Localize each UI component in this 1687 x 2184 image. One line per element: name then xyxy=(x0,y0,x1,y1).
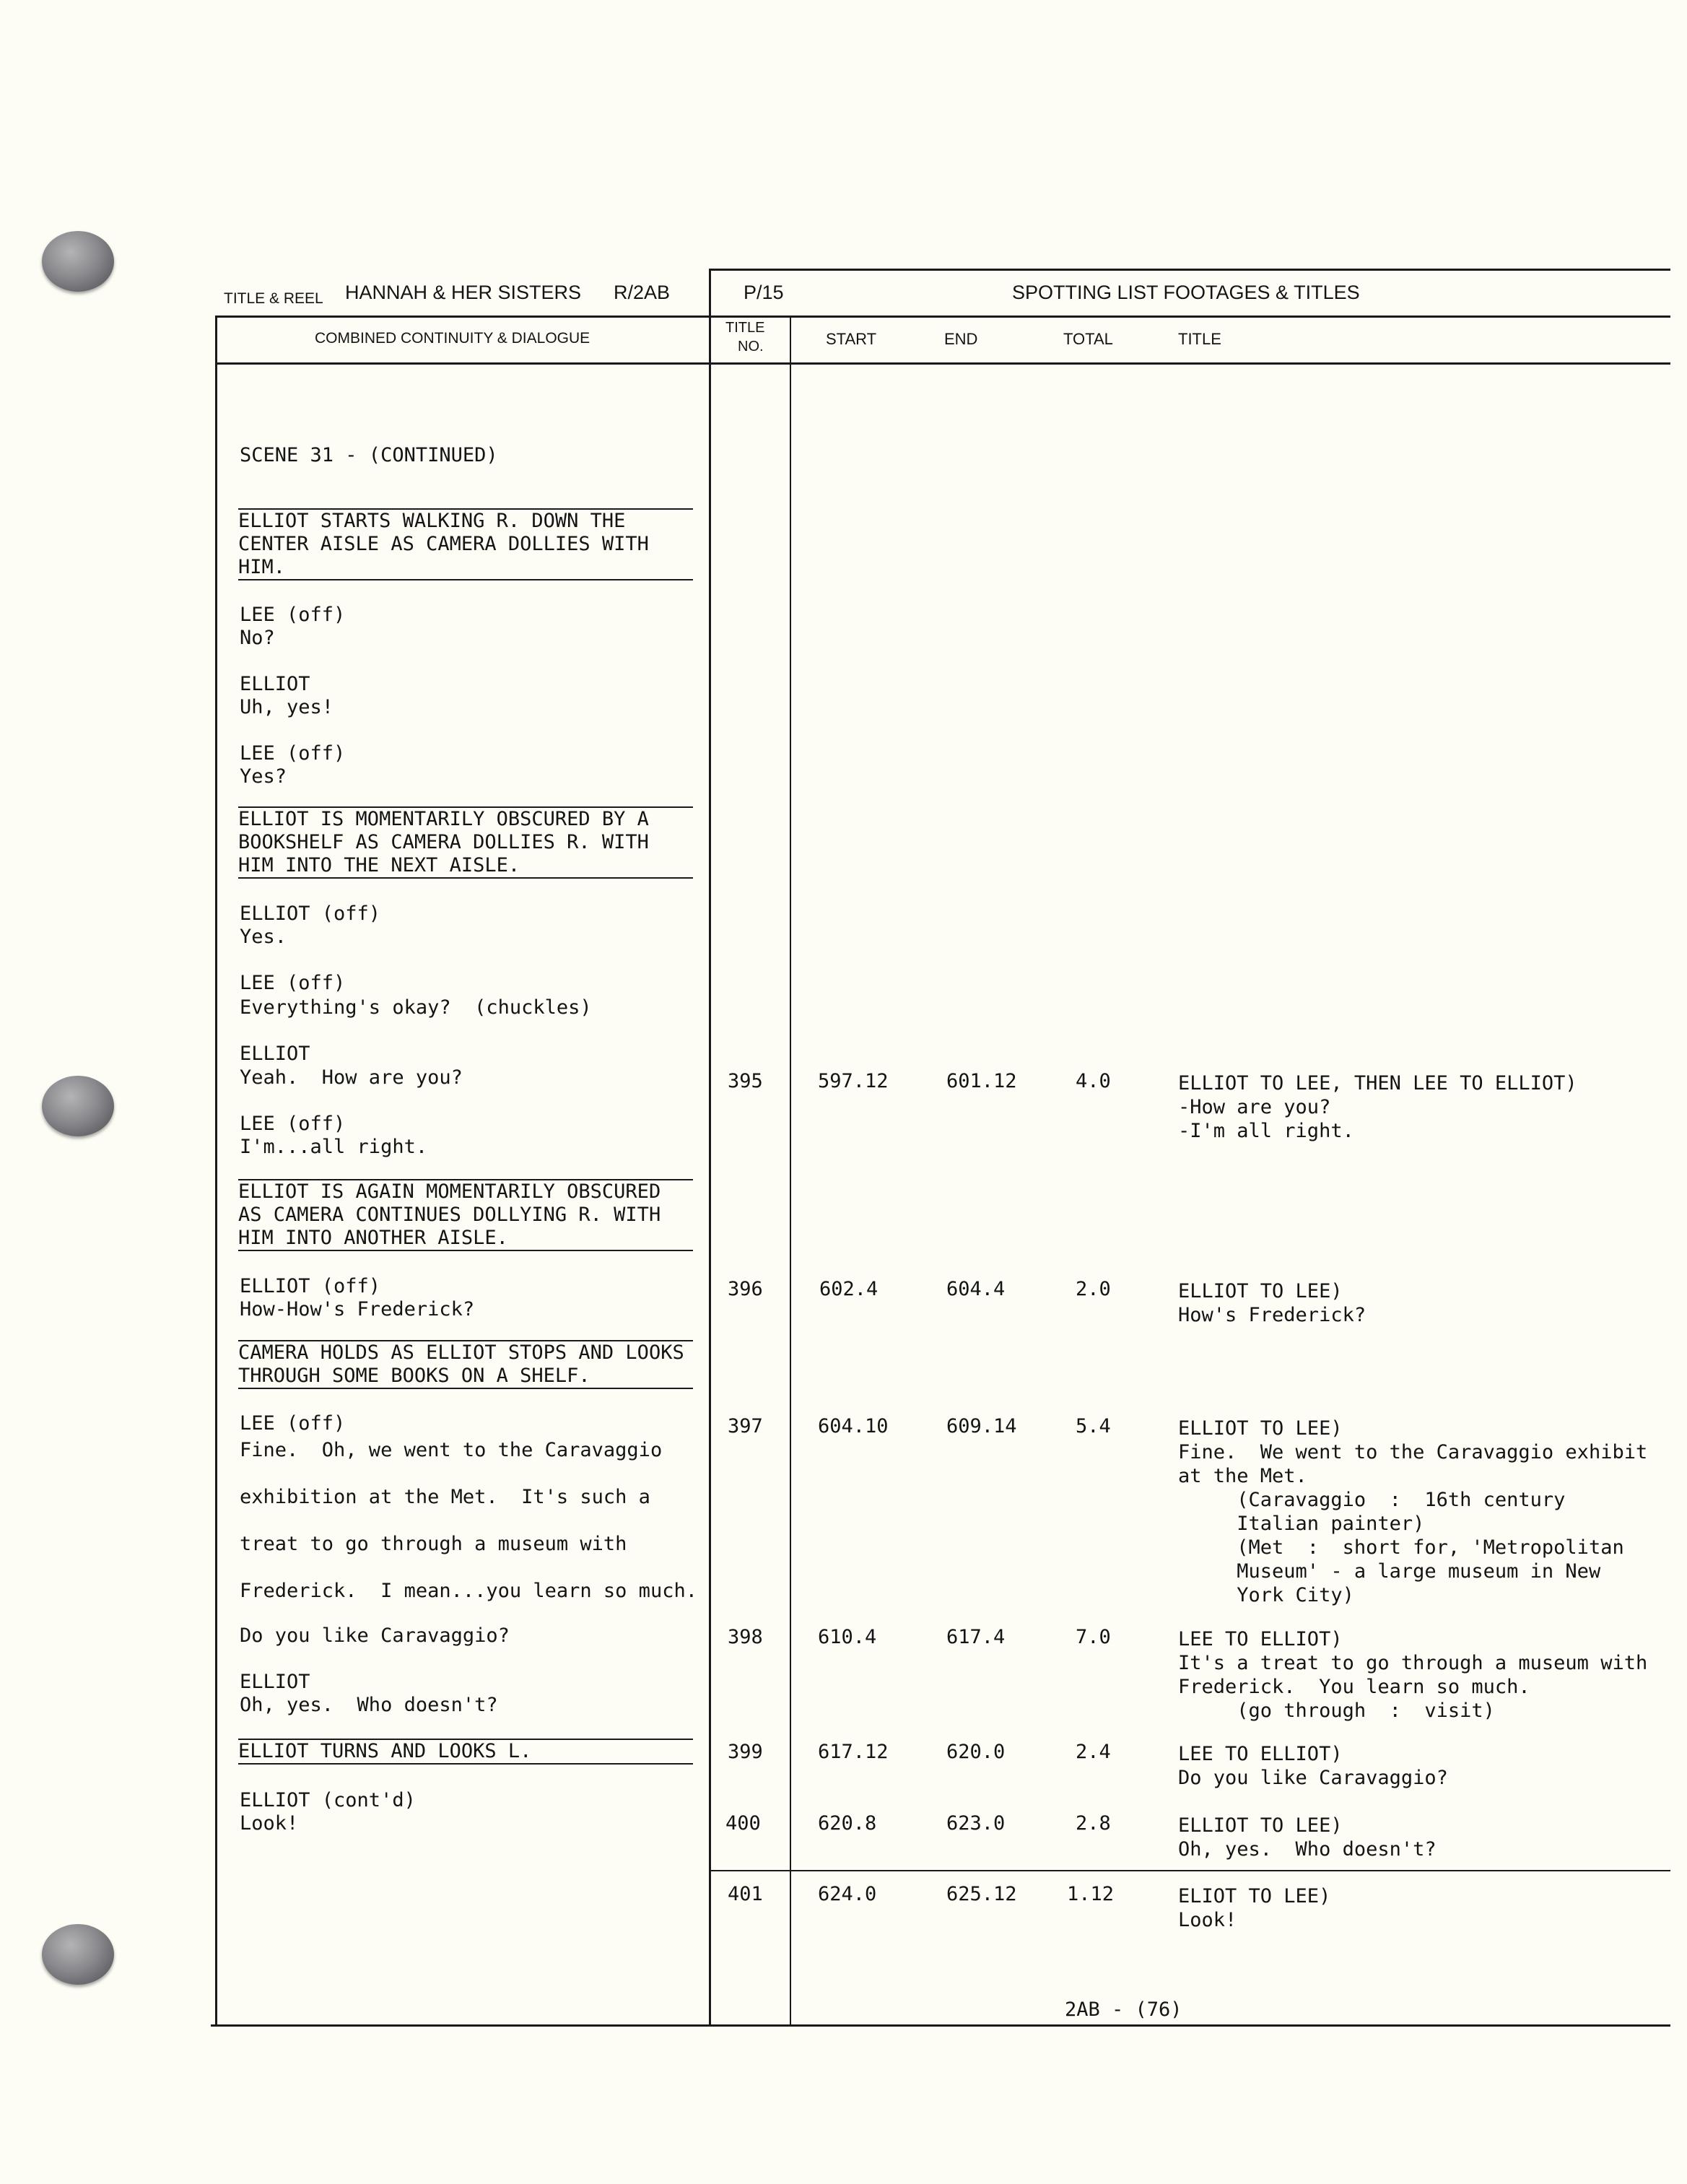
subtitle-line: How's Frederick? xyxy=(1178,1304,1366,1326)
binder-hole-top xyxy=(42,231,114,292)
subtitle-line: (go through : visit) xyxy=(1178,1700,1495,1722)
action-line: CENTER AISLE AS CAMERA DOLLIES WITH xyxy=(238,533,649,555)
subtitle-line: (Met : short for, 'Metropolitan xyxy=(1178,1536,1624,1559)
total-footage: 5.4 xyxy=(1076,1415,1111,1437)
dialogue-line: exhibition at the Met. It's such a xyxy=(240,1486,650,1508)
subtitle-line: -I'm all right. xyxy=(1178,1120,1354,1142)
subtitle-line: ELIOT TO LEE) xyxy=(1178,1885,1331,1907)
title-number: 399 xyxy=(728,1741,763,1763)
scene-heading: SCENE 31 - (CONTINUED) xyxy=(240,444,498,466)
action-line: AS CAMERA CONTINUES DOLLYING R. WITH xyxy=(238,1204,661,1226)
end-footage: 609.14 xyxy=(946,1415,1017,1437)
entry-rule xyxy=(709,1870,1670,1871)
subtitle-line: Look! xyxy=(1178,1909,1237,1931)
action-rule-bottom xyxy=(238,877,693,879)
end-footage: 623.0 xyxy=(946,1812,1006,1835)
page-reference: 2AB - (76) xyxy=(1065,1998,1182,2021)
header-bottom-rule xyxy=(215,362,1670,365)
dialogue-line: Everything's okay? (chuckles) xyxy=(240,996,592,1019)
title-number: 398 xyxy=(728,1626,763,1648)
column-header-title-no-2: NO. xyxy=(738,339,764,354)
action-block xyxy=(238,508,693,580)
action-rule-bottom xyxy=(238,1763,693,1765)
dialogue-line: No? xyxy=(240,627,275,649)
action-block xyxy=(238,1340,693,1389)
subtitle-line: LEE TO ELLIOT) xyxy=(1178,1743,1343,1765)
header-top-rule xyxy=(709,269,1670,271)
start-footage: 602.4 xyxy=(819,1278,879,1300)
action-block xyxy=(238,1739,693,1765)
dialogue-line: treat to go through a museum with xyxy=(240,1533,627,1555)
title-reel-label: TITLE & REEL xyxy=(224,290,323,307)
dialogue-line: Frederick. I mean...you learn so much. xyxy=(240,1580,697,1602)
speaker: ELLIOT (off) xyxy=(240,1275,381,1297)
total-footage: 1.12 xyxy=(1067,1883,1115,1905)
dialogue-line: Do you like Caravaggio? xyxy=(240,1624,510,1647)
speaker: ELLIOT (cont'd) xyxy=(240,1789,416,1811)
total-footage: 7.0 xyxy=(1076,1626,1111,1648)
end-footage: 604.4 xyxy=(946,1278,1006,1300)
action-line: CAMERA HOLDS AS ELLIOT STOPS AND LOOKS xyxy=(238,1341,684,1364)
dialogue-line: I'm...all right. xyxy=(240,1136,428,1158)
subtitle-line: Do you like Caravaggio? xyxy=(1178,1767,1448,1789)
total-footage: 2.4 xyxy=(1076,1741,1111,1763)
speaker: LEE (off) xyxy=(240,742,346,765)
speaker: LEE (off) xyxy=(240,604,346,626)
end-footage: 601.12 xyxy=(946,1070,1017,1092)
dialogue-line: How-How's Frederick? xyxy=(240,1298,475,1321)
subtitle-line: ELLIOT TO LEE, THEN LEE TO ELLIOT) xyxy=(1178,1072,1577,1095)
action-line: HIM INTO ANOTHER AISLE. xyxy=(238,1227,508,1249)
end-footage: 620.0 xyxy=(946,1741,1006,1763)
speaker: LEE (off) xyxy=(240,972,346,994)
action-line: ELLIOT STARTS WALKING R. DOWN THE xyxy=(238,510,626,532)
speaker: ELLIOT xyxy=(240,1671,310,1693)
page-number: P/15 xyxy=(744,282,784,303)
subtitle-line: York City) xyxy=(1178,1584,1354,1606)
end-footage: 625.12 xyxy=(946,1883,1017,1905)
column-header-start: START xyxy=(826,330,877,348)
total-footage: 2.0 xyxy=(1076,1278,1111,1300)
start-footage: 610.4 xyxy=(818,1626,877,1648)
column-header-title-no-1: TITLE xyxy=(725,320,765,336)
action-line: THROUGH SOME BOOKS ON A SHELF. xyxy=(238,1365,590,1387)
action-rule-bottom xyxy=(238,1250,693,1251)
action-line: HIM INTO THE NEXT AISLE. xyxy=(238,854,520,876)
subtitle-line: -How are you? xyxy=(1178,1096,1331,1118)
total-footage: 4.0 xyxy=(1076,1070,1111,1092)
dialogue-line: Yeah. How are you? xyxy=(240,1066,463,1089)
dialogue-line: Yes. xyxy=(240,926,287,948)
subtitle-line: Frederick. You learn so much. xyxy=(1178,1676,1530,1698)
left-border xyxy=(215,316,217,2027)
binder-hole-middle xyxy=(42,1076,114,1136)
column-header-total: TOTAL xyxy=(1063,330,1113,348)
subtitle-line: ELLIOT TO LEE) xyxy=(1178,1280,1343,1302)
action-line: ELLIOT TURNS AND LOOKS L. xyxy=(238,1740,532,1762)
start-footage: 604.10 xyxy=(818,1415,889,1437)
speaker: ELLIOT xyxy=(240,1043,310,1065)
speaker: ELLIOT xyxy=(240,673,310,695)
column-header-end: END xyxy=(944,330,978,348)
subtitle-line: ELLIOT TO LEE) xyxy=(1178,1417,1343,1440)
column-header-continuity: COMBINED CONTINUITY & DIALOGUE xyxy=(315,330,590,347)
title-number: 395 xyxy=(728,1070,763,1092)
action-block xyxy=(238,806,693,879)
speaker: LEE (off) xyxy=(240,1412,346,1435)
action-block xyxy=(238,1179,693,1251)
action-line: ELLIOT IS MOMENTARILY OBSCURED BY A xyxy=(238,808,649,830)
action-rule-bottom xyxy=(238,579,693,580)
action-line: ELLIOT IS AGAIN MOMENTARILY OBSCURED xyxy=(238,1180,661,1203)
title-no-divider xyxy=(790,316,791,2027)
action-line: BOOKSHELF AS CAMERA DOLLIES R. WITH xyxy=(238,831,649,853)
section-title: SPOTTING LIST FOOTAGES & TITLES xyxy=(1012,282,1360,303)
total-footage: 2.8 xyxy=(1076,1812,1111,1835)
subtitle-line: Fine. We went to the Caravaggio exhibit xyxy=(1178,1441,1648,1463)
column-header-title: TITLE xyxy=(1178,330,1221,348)
subtitle-line: Italian painter) xyxy=(1178,1513,1425,1535)
dialogue-line: Fine. Oh, we went to the Caravaggio xyxy=(240,1439,663,1461)
continuity-divider xyxy=(709,269,711,2027)
header-mid-rule xyxy=(215,316,1670,318)
start-footage: 624.0 xyxy=(818,1883,877,1905)
subtitle-line: (Caravaggio : 16th century xyxy=(1178,1489,1566,1511)
reel-code: R/2AB xyxy=(614,282,671,303)
start-footage: 620.8 xyxy=(818,1812,877,1835)
dialogue-line: Oh, yes. Who doesn't? xyxy=(240,1694,498,1716)
title-number: 396 xyxy=(728,1278,763,1300)
binder-hole-bottom xyxy=(42,1924,114,1985)
dialogue-line: Uh, yes! xyxy=(240,696,334,718)
start-footage: 597.12 xyxy=(818,1070,889,1092)
action-rule-bottom xyxy=(238,1388,693,1389)
action-line: HIM. xyxy=(238,556,286,578)
subtitle-line: Oh, yes. Who doesn't? xyxy=(1178,1838,1437,1861)
title-number: 401 xyxy=(728,1883,763,1905)
title-number: 397 xyxy=(728,1415,763,1437)
subtitle-line: LEE TO ELLIOT) xyxy=(1178,1628,1343,1650)
subtitle-line: Museum' - a large museum in New xyxy=(1178,1560,1601,1583)
bottom-border xyxy=(211,2024,1670,2027)
speaker: ELLIOT (off) xyxy=(240,902,381,925)
film-title: HANNAH & HER SISTERS xyxy=(345,282,582,303)
title-number: 400 xyxy=(725,1812,761,1835)
dialogue-line: Yes? xyxy=(240,765,287,788)
subtitle-line: at the Met. xyxy=(1178,1465,1307,1487)
subtitle-line: ELLIOT TO LEE) xyxy=(1178,1814,1343,1837)
end-footage: 617.4 xyxy=(946,1626,1006,1648)
speaker: LEE (off) xyxy=(240,1113,346,1135)
dialogue-line: Look! xyxy=(240,1812,299,1835)
subtitle-line: It's a treat to go through a museum with xyxy=(1178,1652,1648,1674)
start-footage: 617.12 xyxy=(818,1741,889,1763)
